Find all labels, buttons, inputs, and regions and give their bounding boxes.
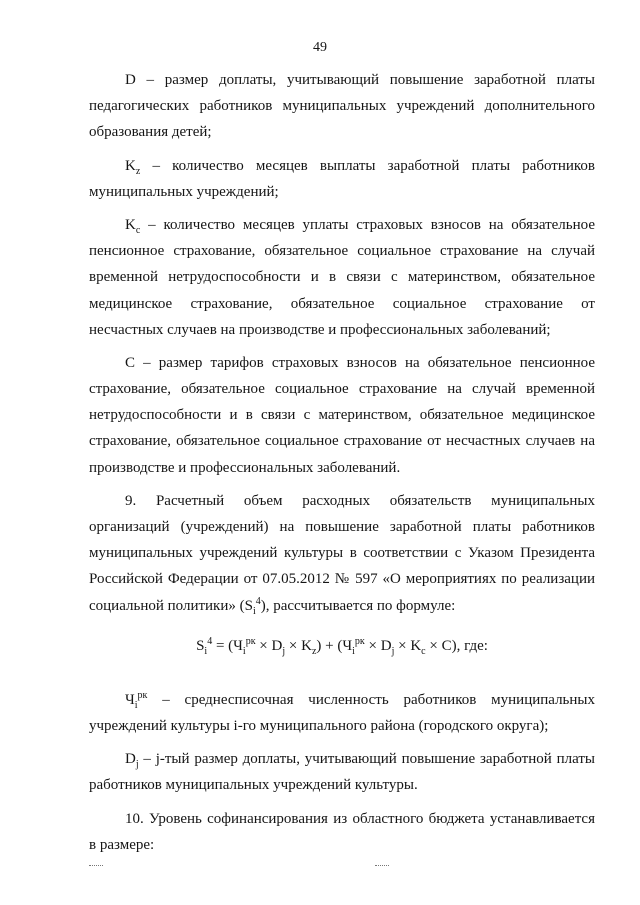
paragraph-kz-definition — [89, 153, 595, 205]
scan-artifact — [375, 865, 389, 867]
page-number: 49 — [313, 40, 327, 55]
text-line: организаций (учреждений) на повышение заработной платы работников — [89, 519, 595, 535]
text-line: С – размер тарифов страховых взносов на обязательное пенсионное — [125, 354, 595, 371]
text-line: $K_c$ – количество месяцев уплаты страховых взносов на обязательное — [125, 216, 595, 236]
text-line: $D_j - j-тый$ размер доплаты, учитывающий повышение заработной платы — [125, 751, 595, 771]
text-line: временной нетрудоспособности и в связи с материнством, обязательное — [89, 269, 595, 286]
text-line: 10. Уровень софинансирования из областного бюджета устанавливается — [125, 810, 595, 827]
text-line: медицинское страхование, обязательное социальное страхование от — [89, 295, 595, 312]
formula: $S_i^4 = (Ч_i^{рк} \times D_j \times K_z) + (Ч_i^{рк} \times D_j \times K_c \times С)$, где: — [196, 635, 488, 657]
text-line: в размере: — [89, 836, 155, 853]
text-line: производстве и профессиональных заболеваний. — [89, 459, 401, 476]
text-line: D – размер доплаты, учитывающий повышение заработной платы — [125, 72, 595, 88]
text-line: $Ч_i^{рк}$ – среднесписочная численность работников муниципальных — [125, 689, 595, 711]
document-body — [89, 67, 595, 858]
text-line: несчастных случаев на производстве и профессиональных заболеваний; — [89, 321, 551, 338]
text-line: нетрудоспособности и в связи с материнством, обязательное медицинское — [89, 407, 595, 424]
paragraph-item-9 — [89, 488, 595, 619]
paragraph-kc-definition — [89, 212, 595, 343]
text-line: $K_z$ – количество месяцев выплаты заработной платы работников — [125, 157, 595, 177]
paragraph-dj-definition — [89, 746, 595, 798]
paragraph-ch-definition — [89, 687, 595, 739]
text-line: пенсионное страхование, обязательное социальное страхование на случай — [89, 243, 595, 260]
text-line: 9. Расчетный объем расходных обязательств муниципальных — [125, 492, 595, 509]
scan-artifact — [89, 865, 103, 867]
text-line: страхование, обязательное социальное страхование на случай временной — [89, 381, 595, 398]
text-line: учреждений культуры i-го муниципального района (городского округа); — [89, 717, 549, 734]
paragraph-item-10 — [89, 806, 595, 858]
text-line: Российской Федерации от 07.05.2012 № 597 «О мероприятиях по реализации — [89, 571, 595, 588]
text-line: страхование, обязательное социальное страхование от несчастных случаев на — [89, 433, 595, 450]
text-line: работников муниципальных учреждений культуры. — [89, 777, 418, 794]
paragraph-c-definition — [89, 350, 595, 481]
text-line: муниципальных учреждений культуры в соответствии с Указом Президента — [89, 545, 595, 562]
text-line: педагогических работников муниципальных учреждений дополнительного — [89, 98, 595, 115]
text-line: социальной политики» $(S_i^4)$, рассчитывается по формуле: — [89, 595, 456, 617]
text-line: муниципальных учреждений; — [89, 183, 279, 200]
text-line: образования детей; — [89, 124, 212, 141]
paragraph-d-definition — [89, 67, 595, 146]
